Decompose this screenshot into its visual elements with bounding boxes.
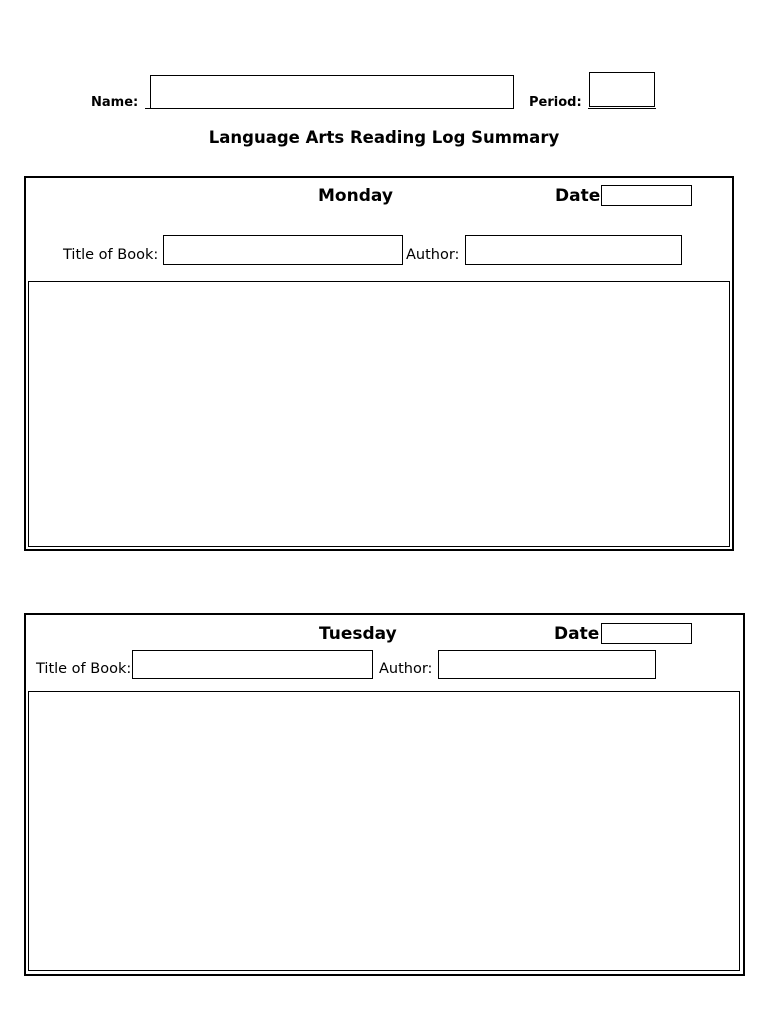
name-input[interactable] — [150, 75, 514, 109]
period-label: Period: — [529, 95, 582, 110]
period-input[interactable] — [589, 72, 655, 107]
tuesday-summary-area[interactable] — [28, 691, 740, 971]
monday-title-label: Title of Book: — [63, 247, 159, 263]
tuesday-title-input[interactable] — [132, 650, 373, 679]
tuesday-date-label: Date — [554, 624, 600, 644]
tuesday-author-label: Author: — [379, 661, 433, 677]
tuesday-author-input[interactable] — [438, 650, 656, 679]
monday-title-input[interactable] — [163, 235, 403, 265]
tuesday-day-label: Tuesday — [319, 624, 397, 644]
monday-date-input[interactable] — [601, 185, 692, 206]
monday-author-label: Author: — [406, 247, 460, 263]
monday-day-label: Monday — [318, 186, 393, 206]
tuesday-title-label: Title of Book: — [36, 661, 132, 677]
name-label: Name: — [91, 95, 139, 110]
tuesday-date-input[interactable] — [601, 623, 692, 644]
monday-date-label: Date — [555, 186, 601, 206]
period-underline — [588, 108, 656, 109]
monday-author-input[interactable] — [465, 235, 682, 265]
monday-summary-area[interactable] — [28, 281, 730, 547]
page-title: Language Arts Reading Log Summary — [208, 128, 560, 147]
